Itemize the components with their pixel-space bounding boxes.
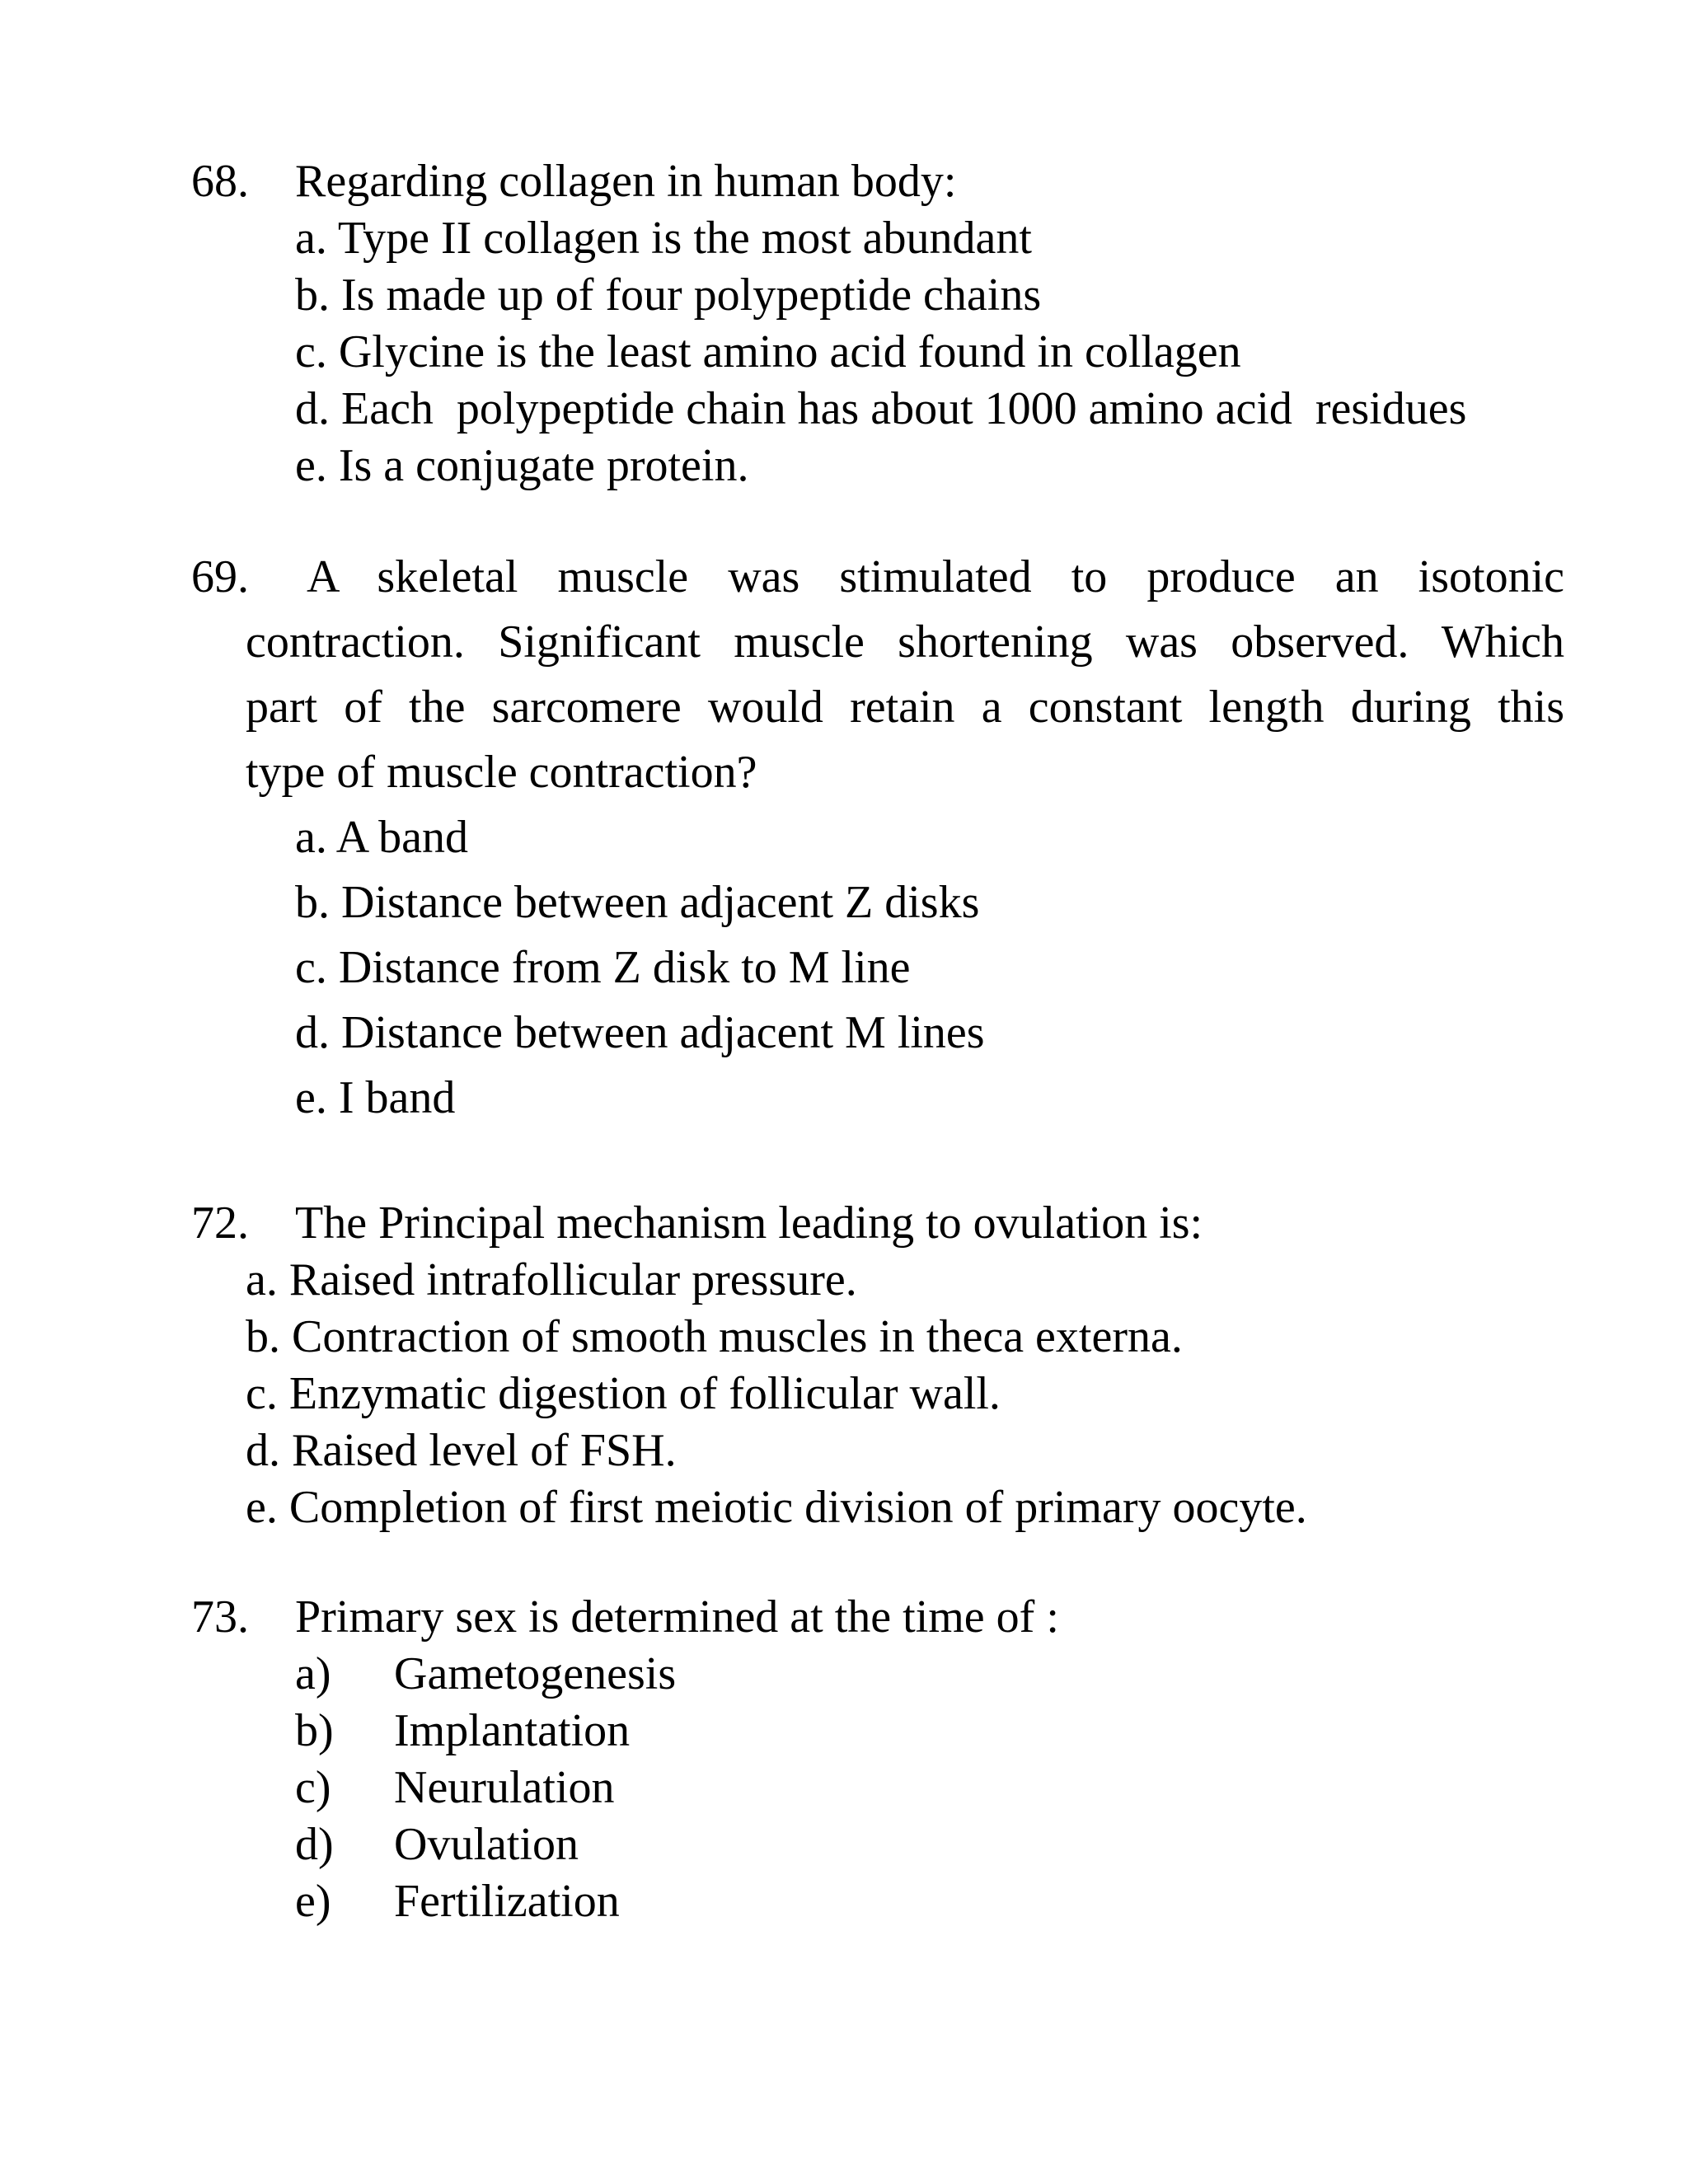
question-stem-line-2: contraction. Significant muscle shortening was observed. Which	[246, 616, 1564, 668]
option-b: b. Is made up of four polypeptide chains	[295, 269, 1042, 321]
option-c: c. Distance from Z disk to M line	[295, 942, 911, 993]
option-d-label: d)	[295, 1819, 334, 1870]
option-c: c. Glycine is the least amino acid found in collagen	[295, 326, 1241, 377]
option-e-text: Fertilization	[394, 1876, 620, 1927]
option-e: e. Completion of first meiotic division of primary oocyte.	[246, 1482, 1307, 1533]
question-number: 68.	[191, 156, 249, 207]
option-a-label: a)	[295, 1648, 331, 1699]
option-e: e. I band	[295, 1072, 456, 1123]
option-b-text: Implantation	[394, 1705, 631, 1756]
question-stem: Primary sex is determined at the time of :	[295, 1591, 1059, 1643]
option-e-label: e)	[295, 1876, 331, 1927]
option-a: a. Type II collagen is the most abundant	[295, 213, 1032, 264]
question-stem-line-1: A skeletal muscle was stimulated to produce an isotonic	[307, 551, 1564, 602]
option-a-text: Gametogenesis	[394, 1648, 677, 1699]
option-c-label: c)	[295, 1762, 331, 1813]
option-c: c. Enzymatic digestion of follicular wall.	[246, 1368, 1001, 1419]
question-number: 69.	[191, 551, 249, 602]
option-a: a. A band	[295, 812, 468, 863]
question-stem: The Principal mechanism leading to ovulation is:	[295, 1197, 1203, 1249]
option-d-text: Ovulation	[394, 1819, 579, 1870]
option-c-text: Neurulation	[394, 1762, 615, 1813]
option-b: b. Contraction of smooth muscles in theca externa.	[246, 1311, 1183, 1362]
question-stem: Regarding collagen in human body:	[295, 156, 957, 207]
option-d: d. Distance between adjacent M lines	[295, 1007, 985, 1058]
question-number: 73.	[191, 1591, 249, 1643]
option-b: b. Distance between adjacent Z disks	[295, 877, 980, 928]
option-d: d. Each polypeptide chain has about 1000 amino acid residues	[295, 383, 1467, 434]
question-stem-line-3: part of the sarcomere would retain a constant length during this	[246, 682, 1564, 733]
question-number: 72.	[191, 1197, 249, 1249]
option-a: a. Raised intrafollicular pressure.	[246, 1254, 857, 1305]
option-e: e. Is a conjugate protein.	[295, 440, 749, 491]
question-stem-line-4: type of muscle contraction?	[246, 747, 757, 798]
option-d: d. Raised level of FSH.	[246, 1425, 677, 1476]
option-b-label: b)	[295, 1705, 334, 1756]
